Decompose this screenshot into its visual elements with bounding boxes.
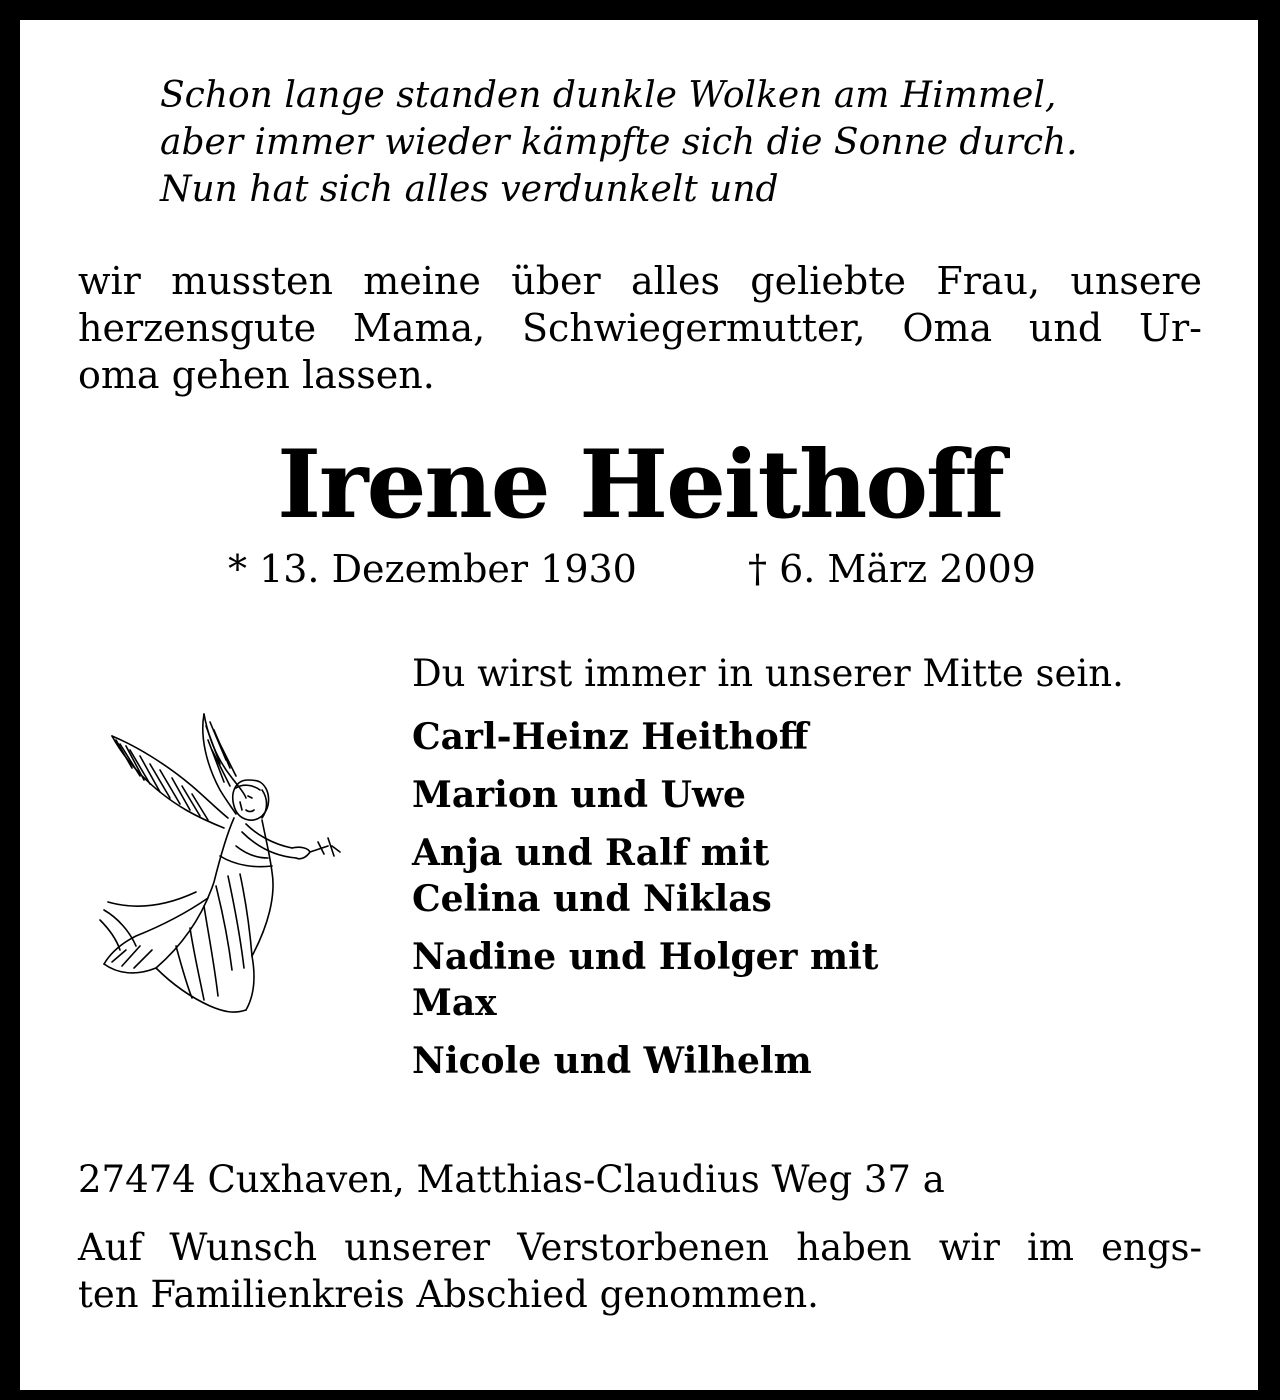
address: 27474 Cuxhaven, Matthias-Claudius Weg 37 a (78, 1158, 945, 1201)
closing-text (78, 1224, 1202, 1318)
mourner-name: Marion und Uwe (412, 774, 746, 816)
death-date: † 6. März 2009 (748, 547, 1036, 591)
angel-icon (96, 706, 352, 1024)
intro-line: wir mussten meine über alles geliebte Frau, unsere (78, 259, 1202, 303)
mourner-name: Carl-Heinz Heithoff (412, 716, 809, 758)
mourners-list (412, 714, 878, 1096)
intro-line: herzensgute Mama, Schwiegermutter, Oma und Ur- (78, 306, 1202, 350)
mourner-name: Nadine und Holger mit (412, 936, 879, 978)
mourner-group (412, 1038, 878, 1084)
mourner-name: Nicole und Wilhelm (412, 1040, 812, 1082)
poem-line: Schon lange standen dunkle Wolken am Himmel, (160, 75, 1057, 116)
intro-line: oma gehen lassen. (78, 353, 435, 397)
poem-line: Nun hat sich alles verdunkelt und (160, 169, 779, 210)
intro-text (78, 258, 1202, 399)
mourner-name: Celina und Niklas (412, 878, 772, 920)
mourner-group (412, 934, 878, 1026)
mourner-name: Max (412, 982, 497, 1024)
motto: Du wirst immer in unserer Mitte sein. (412, 652, 1124, 695)
mourner-name: Anja und Ralf mit (412, 832, 770, 874)
poem-line: aber immer wieder kämpfte sich die Sonne durch. (160, 122, 1078, 163)
birth-date: * 13. Dezember 1930 (228, 547, 637, 591)
closing-line: Auf Wunsch unserer Verstorbenen haben wir im engs- (78, 1226, 1202, 1269)
mourner-group (412, 714, 878, 760)
mourner-group (412, 830, 878, 922)
poem-verse (160, 72, 1220, 213)
deceased-name: Irene Heithoff (277, 430, 1003, 540)
mourner-group (412, 772, 878, 818)
closing-line: ten Familienkreis Abschied genommen. (78, 1273, 819, 1316)
